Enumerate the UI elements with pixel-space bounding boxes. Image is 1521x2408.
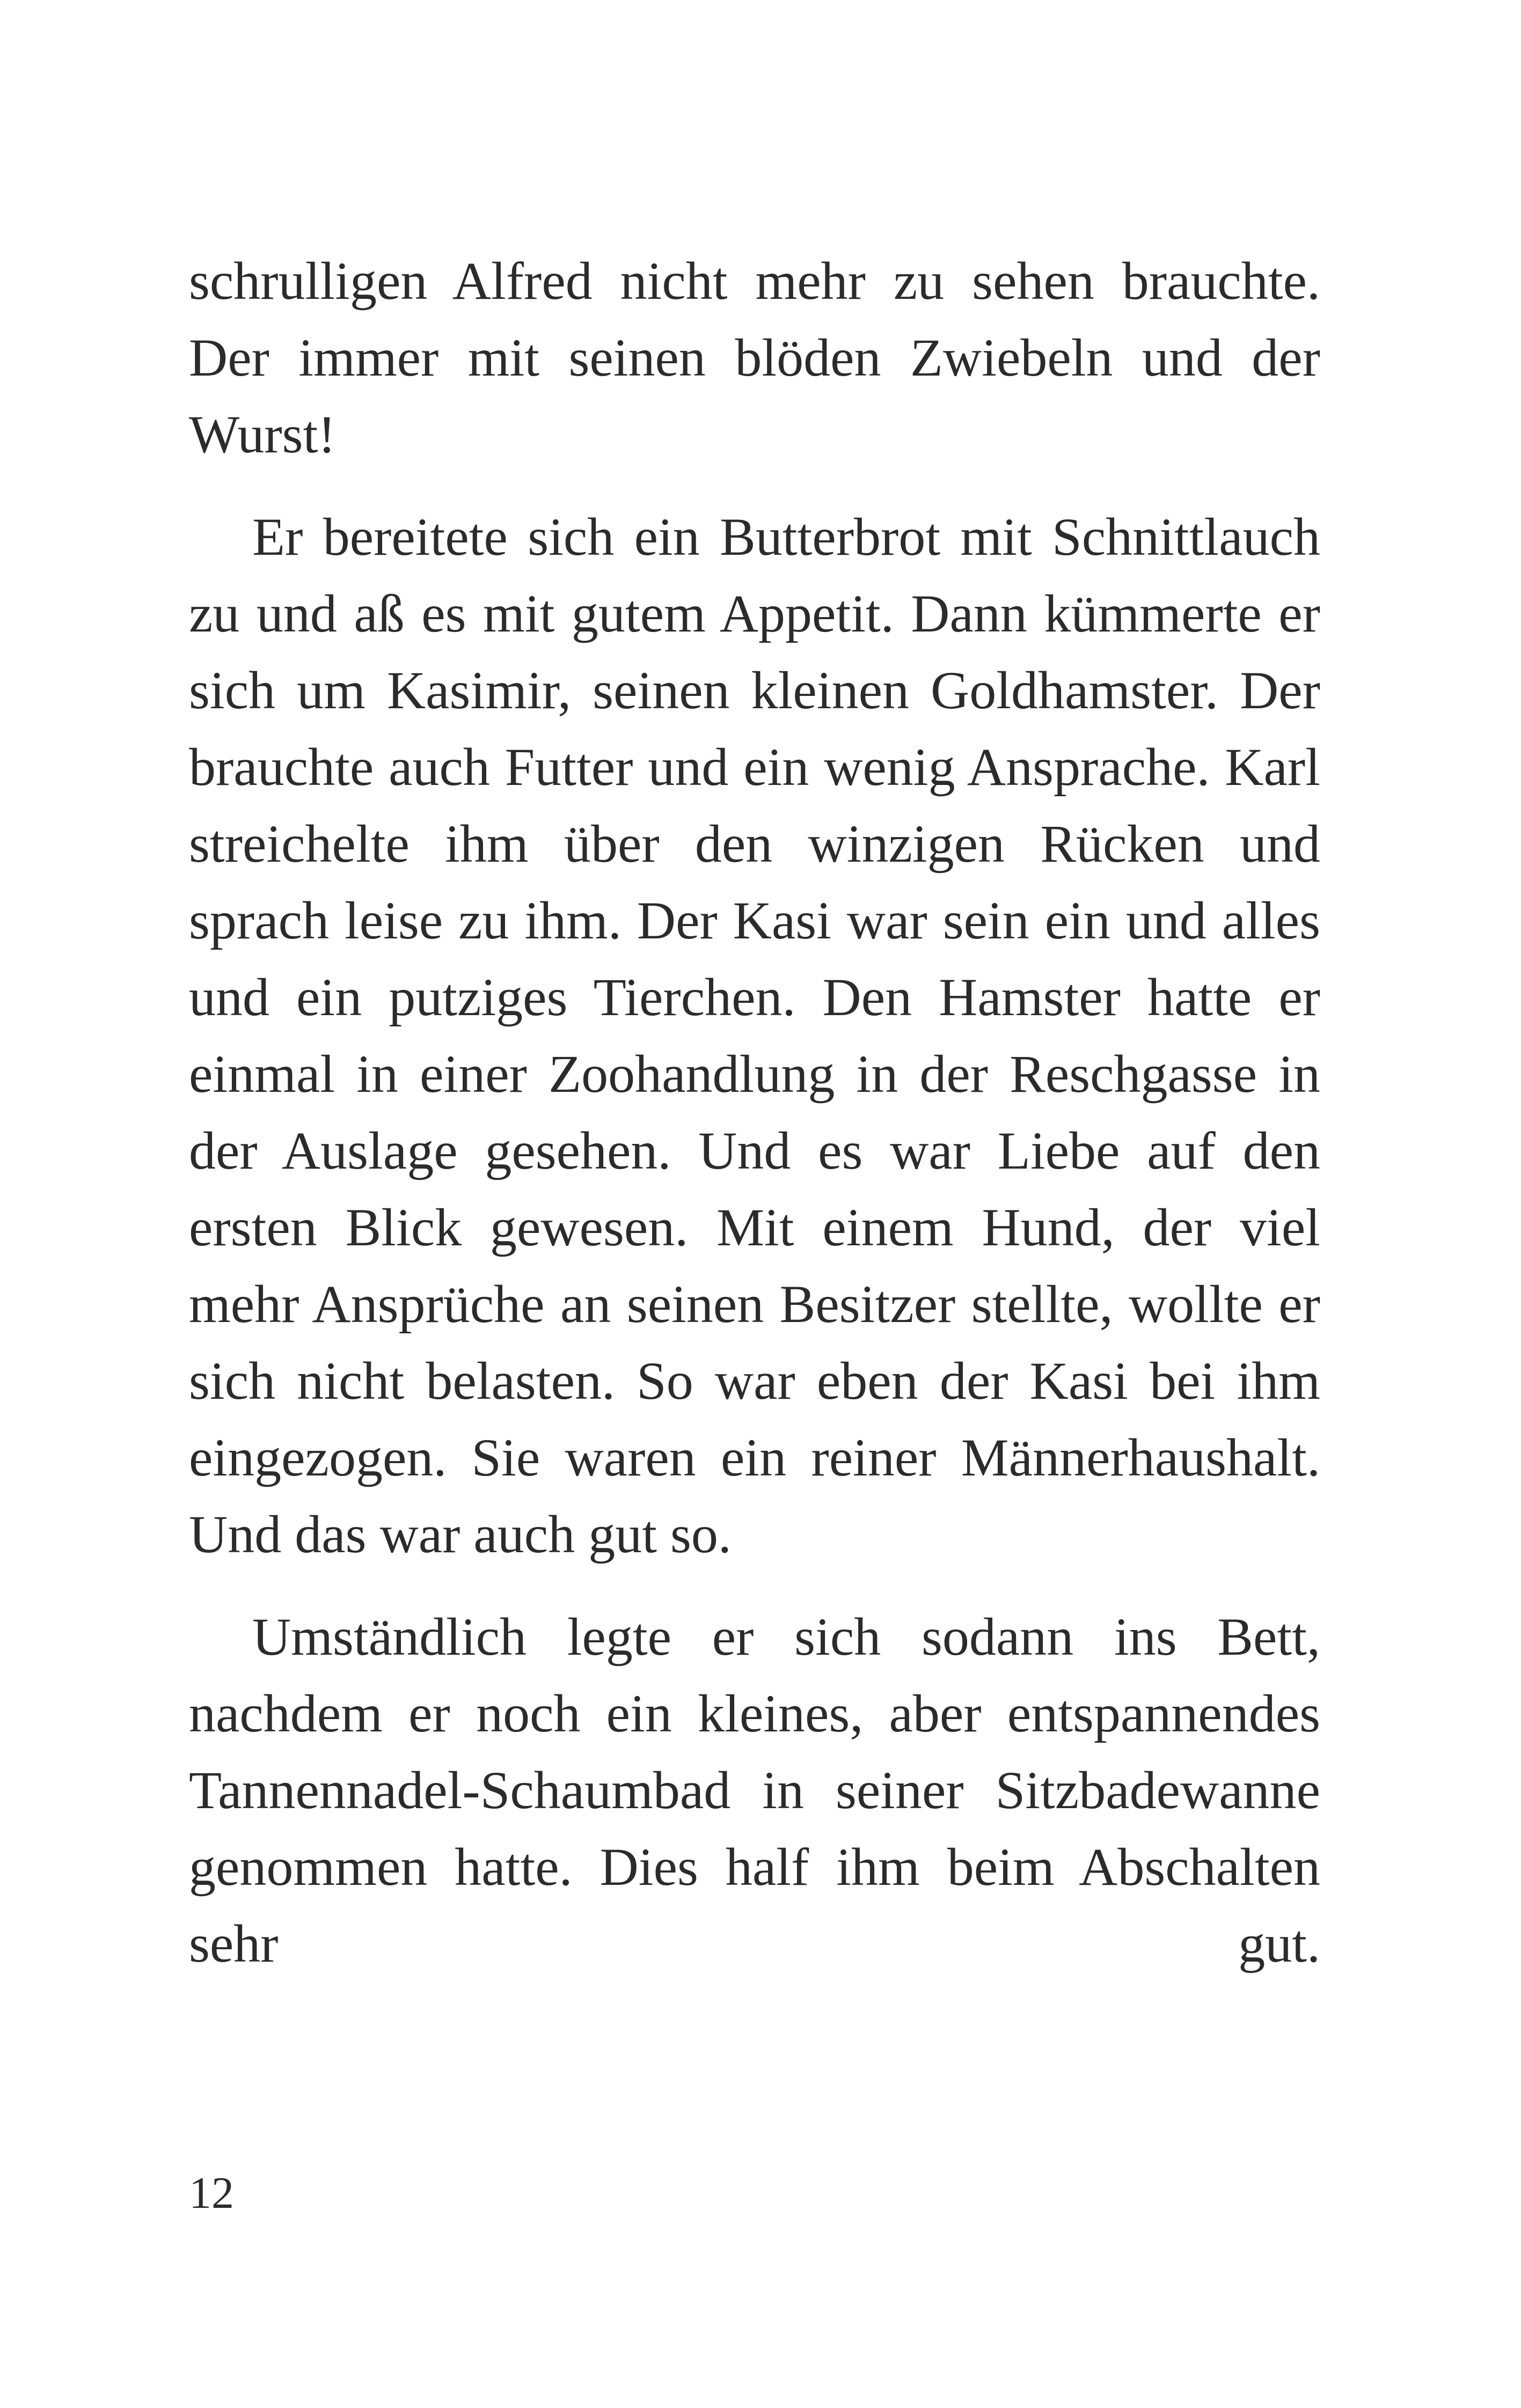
paragraph-1: schrulligen Alfred nicht mehr zu sehen brauchte. Der immer mit seinen blöden Zwiebeln und der Wurst! xyxy=(189,251,1320,464)
paragraph-2: Er bereitete sich ein Butterbrot mit Schnittlauch zu und aß es mit gutem Appetit. Dann kümmerte er sich um Kasimir, seinen kleinen Goldhamster. Der brauchte auch Futter und ein wenig Ansprache. Karl streichelte ihm über den winzigen Rücken und sprach leise zu ihm. Der Kasi war sein ein und alles und ein putziges Tierchen. Den Hamster hatte er einmal in einer Zoohandlung in der Reschgasse in der Auslage gesehen. Und es war Liebe auf den ersten Blick gewesen. Mit einem Hund, der viel mehr Ansprüche an seinen Besitzer stellte, wollte er sich nicht belasten. So war eben der Kasi bei ihm eingezogen. Sie waren ein reiner Männerhaushalt. Und das war auch gut so. xyxy=(189,507,1320,1564)
body-text xyxy=(189,243,1320,1982)
page-number: 12 xyxy=(189,2168,234,2218)
paragraph-3: Umständlich legte er sich sodann ins Bett, nachdem er noch ein kleines, aber entspannendes Tannennadel-Schaumbad in seiner Sitzbadewanne genommen hatte. Dies half ihm beim Abschalten sehr gut. xyxy=(189,1607,1320,1973)
